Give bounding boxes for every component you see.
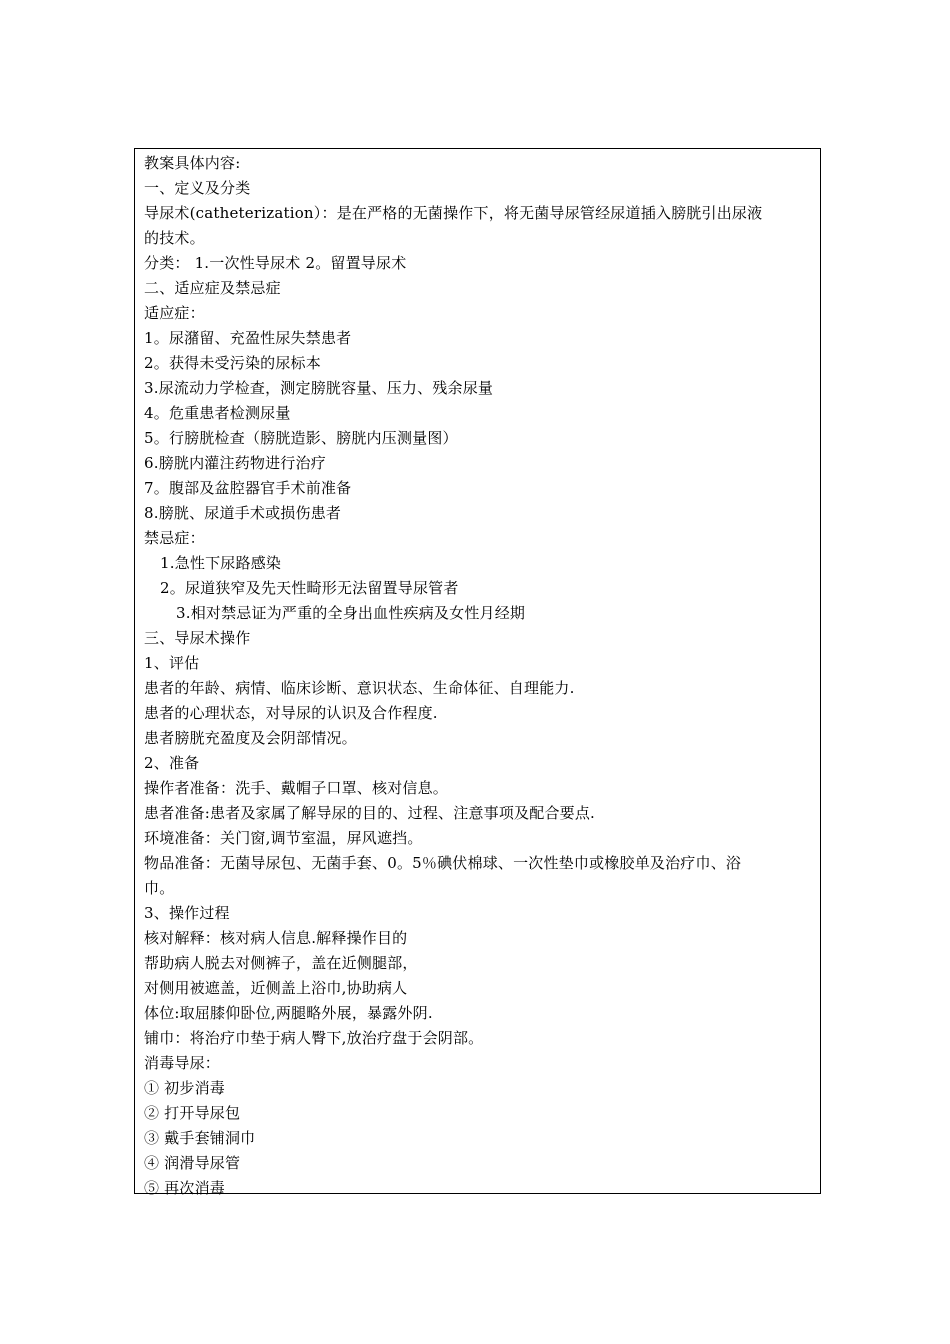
content-line: 对侧用被遮盖，近侧盖上浴巾,协助病人 [144, 979, 408, 997]
content-line: 1。尿潴留、充盈性尿失禁患者 [144, 329, 352, 347]
content-line: 的技术。 [144, 229, 205, 247]
content-line: 巾。 [144, 879, 175, 897]
content-line: 3、操作过程 [144, 904, 230, 922]
content-line: ③ 戴手套铺洞巾 [144, 1129, 256, 1147]
content-line: 1.急性下尿路感染 [160, 554, 282, 572]
content-line: 三、导尿术操作 [144, 629, 251, 647]
content-line: 核对解释：核对病人信息.解释操作目的 [144, 929, 408, 947]
lesson-content-table-cell [134, 148, 821, 1197]
content-line: ④ 润滑导尿管 [144, 1154, 241, 1172]
content-line: 物品准备：无菌导尿包、无菌手套、0。5％碘伏棉球、一次性垫巾或橡胶单及治疗巾、浴 [144, 854, 742, 872]
content-line: 2。获得未受污染的尿标本 [144, 354, 321, 372]
content-line: 患者膀胱充盈度及会阴部情况。 [144, 729, 357, 747]
content-line: 1、评估 [144, 654, 200, 672]
content-line: 7。腹部及盆腔器官手术前准备 [144, 479, 352, 497]
content-line: 分类： 1.一次性导尿术 2。留置导尿术 [144, 254, 407, 272]
content-line: 3.相对禁忌证为严重的全身出血性疾病及女性月经期 [176, 604, 526, 622]
content-line: 5。行膀胱检查（膀胱造影、膀胱内压测量图） [144, 429, 458, 447]
content-line: 二、适应症及禁忌症 [144, 279, 281, 297]
content-line: 患者的心理状态，对导尿的认识及合作程度. [144, 704, 438, 722]
content-line: ⑤ 再次消毒 [144, 1179, 225, 1197]
content-line: ① 初步消毒 [144, 1079, 225, 1097]
content-line: 8.膀胱、尿道手术或损伤患者 [144, 504, 342, 522]
content-line: 适应症： [144, 304, 205, 322]
content-line: 帮助病人脱去对侧裤子，盖在近侧腿部， [144, 954, 418, 972]
content-line: 3.尿流动力学检查，测定膀胱容量、压力、残余尿量 [144, 379, 494, 397]
content-line: 一、定义及分类 [144, 179, 251, 197]
content-line: 4。危重患者检测尿量 [144, 404, 291, 422]
content-line: 禁忌症： [144, 529, 205, 547]
content-line: 患者准备:患者及家属了解导尿的目的、过程、注意事项及配合要点. [144, 804, 596, 822]
content-line: 2。尿道狭窄及先天性畸形无法留置导尿管者 [160, 579, 459, 597]
content-line: 消毒导尿： [144, 1054, 221, 1072]
content-line: 教案具体内容: [144, 154, 241, 172]
content-line: 患者的年龄、病情、临床诊断、意识状态、生命体征、自理能力. [144, 679, 575, 697]
content-line: 环境准备：关门窗,调节室温，屏风遮挡。 [144, 829, 423, 847]
content-line: 铺巾：将治疗巾垫于病人臀下,放治疗盘于会阴部。 [144, 1029, 484, 1047]
content-line: 操作者准备：洗手、戴帽子口罩、核对信息。 [144, 779, 449, 797]
content-line: 导尿术(catheterization）：是在严格的无菌操作下，将无菌导尿管经尿道插入膀胱引出尿液 [144, 204, 763, 222]
content-line: 6.膀胱内灌注药物进行治疗 [144, 454, 326, 472]
content-line: 体位:取屈膝仰卧位,两腿略外展，暴露外阴. [144, 1004, 433, 1022]
content-line: 2、准备 [144, 754, 200, 772]
content-line: ② 打开导尿包 [144, 1104, 241, 1122]
